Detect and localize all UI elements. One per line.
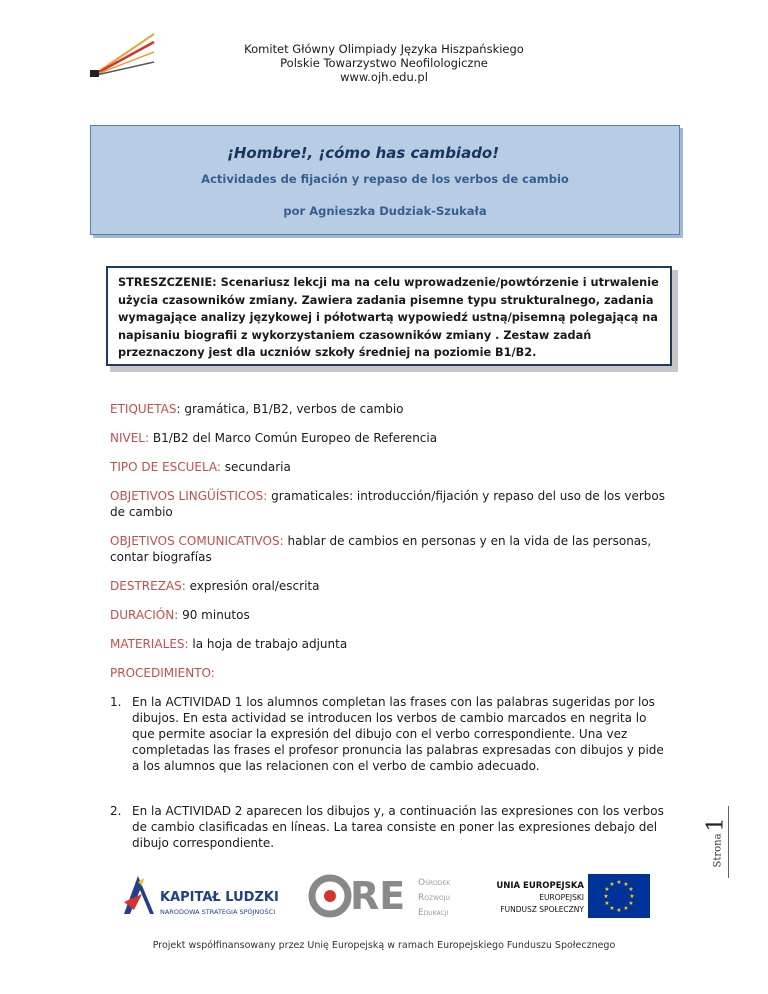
meta-value: secundaria xyxy=(224,460,291,474)
meta-objetivos-linguisticos xyxy=(110,488,670,520)
meta-label: DESTREZAS: xyxy=(110,579,186,593)
meta-destrezas xyxy=(110,578,670,594)
svg-text:★: ★ xyxy=(604,900,610,907)
procedure-step-2 xyxy=(110,803,672,851)
meta-value: la hoja de trabajo adjunta xyxy=(192,637,348,651)
ore-line-3: Edukacji xyxy=(418,908,449,918)
eu-line-2: EUROPEJSKI xyxy=(539,893,584,902)
footer-text: Projekt współfinansowany przez Unię Europejską w ramach Europejskiego Funduszu Społecznego xyxy=(152,940,616,951)
ore-emblem-icon xyxy=(308,874,352,918)
page-header xyxy=(0,42,768,84)
meta-label: NIVEL: xyxy=(110,431,150,445)
meta-sep: : xyxy=(176,402,185,416)
svg-text:★: ★ xyxy=(603,893,609,900)
svg-text:★: ★ xyxy=(623,905,629,912)
eu-text xyxy=(490,880,584,916)
meta-value: hablar de cambios en personas y en la vida de las personas, contar biografías xyxy=(110,534,652,564)
procedure-step-1 xyxy=(110,694,672,774)
meta-label: TIPO DE ESCUELA: xyxy=(110,460,221,474)
meta-value: 90 minutos xyxy=(182,608,250,622)
eu-flag-icon xyxy=(588,874,650,918)
meta-label: ETIQUETAS xyxy=(110,402,177,416)
meta-materiales xyxy=(110,636,670,652)
svg-text:★: ★ xyxy=(623,881,629,888)
meta-label: DURACIÓN: xyxy=(110,608,179,622)
meta-label: OBJETIVOS COMUNICATIVOS: xyxy=(110,534,284,548)
lesson-title: ¡Hombre!, ¡cómo has cambiado! xyxy=(227,144,500,162)
svg-text:★: ★ xyxy=(628,900,634,907)
meta-label: OBJETIVOS LINGÜÍSTICOS: xyxy=(110,489,268,503)
meta-value: gramaticales: introducción/fijación y repaso del uso de los verbos de cambio xyxy=(110,489,665,519)
header-line-1: Komitet Główny Olimpiady Języka Hiszpańskiego xyxy=(244,42,524,56)
ore-line-2: Rozwoju xyxy=(418,893,450,903)
meta-tipo-escuela xyxy=(110,459,670,475)
header-line-3: www.ojh.edu.pl xyxy=(340,70,428,84)
meta-etiquetas xyxy=(110,401,670,417)
svg-text:★: ★ xyxy=(604,886,610,893)
header-line-2: Polskie Towarzystwo Neofilologiczne xyxy=(280,56,488,70)
svg-text:★: ★ xyxy=(609,881,615,888)
kapital-ludzki-sub: NARODOWA STRATEGIA SPÓJNOŚCI xyxy=(160,908,276,916)
meta-duracion xyxy=(110,607,670,623)
svg-text:★: ★ xyxy=(629,893,635,900)
kapital-ludzki-name: KAPITAŁ LUDZKI xyxy=(160,890,279,905)
meta-value: B1/B2 del Marco Común Europeo de Referencia xyxy=(152,431,438,445)
meta-nivel xyxy=(110,430,670,446)
step-number: 1. xyxy=(110,695,122,709)
meta-label: MATERIALES: xyxy=(110,637,189,651)
svg-text:★: ★ xyxy=(616,879,622,886)
summary-text: STRESZCZENIE: Scenariusz lekcji ma na celu wprowadzenie/powtórzenie i utrwalenie użycia czasowników zmiany. Zawiera zadania pisemne typu strukturalnego, zadania wymagające analizy językowej i półotwartą wypowiedź ustną/pisemną polegającą na napisaniu biografii z wykorzystaniem czasowników zmiany . Zestaw zadań przeznaczony jest dla uczniów szkoły średniej na poziomie B1/B2. xyxy=(118,276,659,359)
page-number: 1 xyxy=(703,817,729,832)
ore-line-1: Ośrodek xyxy=(418,878,451,888)
footer-logos xyxy=(0,866,768,936)
ore-text xyxy=(418,876,450,921)
summary-box xyxy=(106,266,672,366)
ore-letters: RE xyxy=(350,874,406,918)
kapital-ludzki-emblem-icon xyxy=(120,872,158,918)
meta-objetivos-comunicativos xyxy=(110,533,670,565)
title-box xyxy=(90,125,680,235)
page-marker xyxy=(703,812,730,872)
svg-text:★: ★ xyxy=(616,907,622,914)
svg-text:★: ★ xyxy=(609,905,615,912)
meta-label: PROCEDIMIENTO: xyxy=(110,666,215,680)
meta-value: expresión oral/escrita xyxy=(189,579,320,593)
eu-line-3: FUNDUSZ SPOŁECZNY xyxy=(500,905,584,914)
meta-procedimiento xyxy=(110,665,670,681)
step-text: En la ACTIVIDAD 2 aparecen los dibujos y, a continuación las expresiones con los verbos de cambio clasificadas en líneas. La tarea consiste en poner las expresiones debajo del dibujo correspondiente. xyxy=(132,804,664,850)
step-number: 2. xyxy=(110,804,122,818)
page-marker-label: Strona xyxy=(712,833,724,868)
lesson-subtitle: Actividades de fijación y repaso de los verbos de cambio xyxy=(201,172,569,186)
lesson-author: por Agnieszka Dudziak-Szukała xyxy=(283,204,487,218)
eu-line-1: UNIA EUROPEJSKA xyxy=(496,881,584,891)
meta-value: gramática, B1/B2, verbos de cambio xyxy=(184,402,404,416)
svg-text:★: ★ xyxy=(628,886,634,893)
step-text: En la ACTIVIDAD 1 los alumnos completan las frases con las palabras sugeridas por los dibujos. En esta actividad se introducen los verbos de cambio marcados en negrita lo que permite asociar la expresión del dibujo con el verbo correspondiente. Una vez completadas las frases el profesor pronuncia las palabras expresadas con dibujos y pide a los alumnos que las relacionen con el verbo de cambio adecuado. xyxy=(132,695,664,773)
